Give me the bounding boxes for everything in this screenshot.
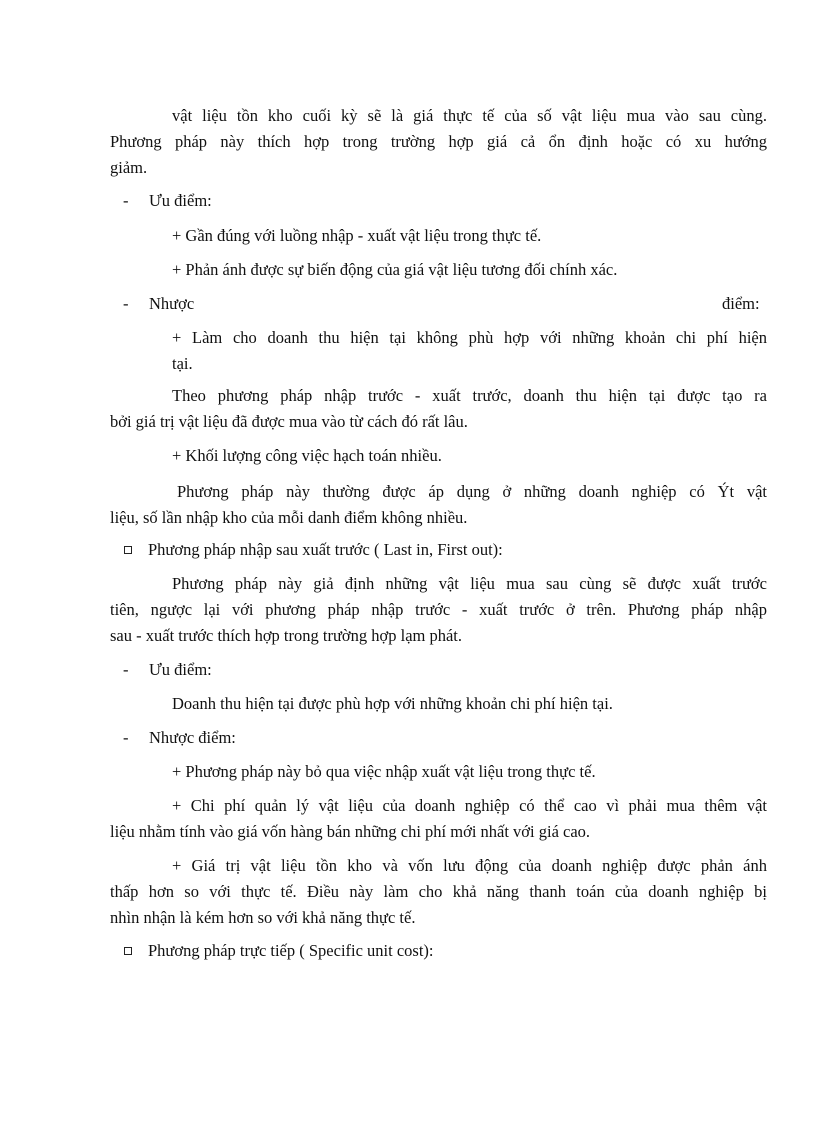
list-item: + Chi phí quản lý vật liệu của doanh nghiệp có thể cao vì phải mua thêm vật	[172, 796, 767, 815]
section-heading-disadvantages: Nhược điểm:	[149, 728, 236, 747]
paragraph-line	[172, 327, 767, 349]
paragraph-text: giảm.	[110, 158, 148, 177]
paragraph-line	[172, 855, 767, 877]
paragraph-line	[110, 599, 767, 621]
list-item: Doanh thu hiện tại được phù hợp với những khoản chi phí hiện tại.	[172, 694, 613, 713]
paragraph-text: liệu, số lần nhập kho của mỗi danh điểm không nhiều.	[110, 508, 468, 527]
paragraph-text: Theo phương pháp nhập trước - xuất trước, doanh thu hiện tại được tạo ra	[172, 386, 767, 405]
section-heading-specific: Phương pháp trực tiếp ( Specific unit cost):	[148, 941, 434, 960]
paragraph-text: tiên, ngược lại với phương pháp nhập trước - xuất trước ở trên. Phương pháp nhập	[110, 600, 767, 619]
paragraph-text: Phương pháp này thường được áp dụng ở những doanh nghiệp có Ýt vật	[177, 482, 767, 501]
paragraph-line	[177, 481, 767, 503]
list-item: + Giá trị vật liệu tồn kho và vốn lưu động của doanh nghiệp được phản ánh	[172, 856, 767, 875]
section-heading-disadvantages-right: điểm:	[722, 294, 760, 313]
list-item-continuation: nhìn nhận là kém hơn so với khả năng thực tế.	[110, 908, 416, 927]
list-item: + Làm cho doanh thu hiện tại không phù hợp với những khoản chi phí hiện	[172, 328, 767, 347]
list-item: + Khối lượng công việc hạch toán nhiều.	[172, 446, 442, 465]
list-item-continuation: thấp hơn so với thực tế. Điều này làm cho khả năng thanh toán của doanh nghiệp bị	[110, 882, 767, 901]
paragraph-text: vật liệu tồn kho cuối kỳ sẽ là giá thực tế của số vật liệu mua vào sau cùng.	[172, 106, 767, 125]
dash-bullet: -	[123, 660, 129, 679]
paragraph-text: bởi giá trị vật liệu đã được mua vào từ cách đó rất lâu.	[110, 412, 468, 431]
paragraph-line	[110, 881, 767, 903]
paragraph-text: Phương pháp này thích hợp trong trường hợp giá cả ổn định hoặc có xu hướng	[110, 132, 767, 151]
paragraph-line	[110, 131, 767, 153]
paragraph-line	[172, 385, 767, 407]
list-item: + Gần đúng với luồng nhập - xuất vật liệu trong thực tế.	[172, 226, 542, 245]
square-bullet-icon	[124, 546, 132, 554]
list-item: + Phương pháp này bỏ qua việc nhập xuất vật liệu trong thực tế.	[172, 762, 596, 781]
list-item-continuation: tại.	[172, 354, 193, 373]
section-heading-disadvantages-left: Nhược	[149, 294, 195, 313]
dash-bullet: -	[123, 191, 129, 210]
list-item: + Phản ánh được sự biến động của giá vật liệu tương đối chính xác.	[172, 260, 618, 279]
dash-bullet: -	[123, 294, 129, 313]
section-heading-lifo: Phương pháp nhập sau xuất trước ( Last in, First out):	[148, 540, 503, 559]
paragraph-text: sau - xuất trước thích hợp trong trường hợp lạm phát.	[110, 626, 463, 645]
paragraph-line	[172, 795, 767, 817]
dash-bullet: -	[123, 728, 129, 747]
section-heading-advantages: Ưu điểm:	[149, 660, 212, 679]
section-heading-advantages: Ưu điểm:	[149, 191, 212, 210]
paragraph-line	[172, 573, 767, 595]
square-bullet-icon	[124, 947, 132, 955]
list-item-continuation: liệu nhằm tính vào giá vốn hàng bán những chi phí mới nhất với giá cao.	[110, 822, 591, 841]
paragraph-line	[172, 105, 767, 127]
paragraph-text: Phương pháp này giả định những vật liệu mua sau cùng sẽ được xuất trước	[172, 574, 767, 593]
